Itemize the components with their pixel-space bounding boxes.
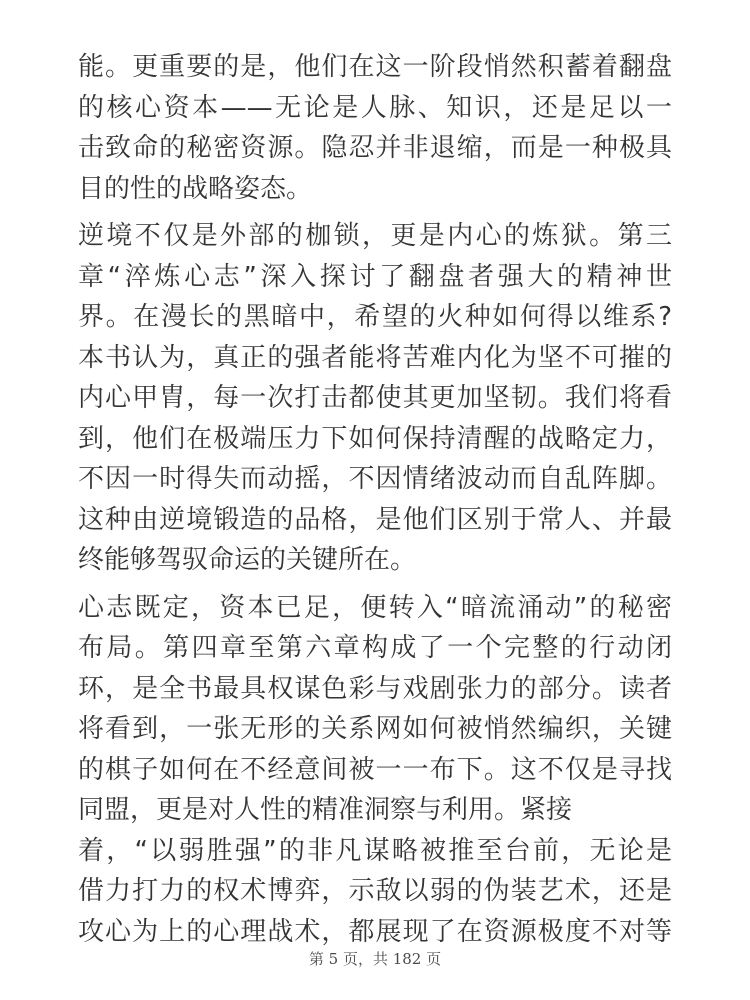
text-line: 布局。第四章至第六章构成了一个完整的行动闭 <box>78 633 672 663</box>
text-line: 环，是全书最具权谋色彩与戏剧张力的部分。读者 <box>78 673 672 704</box>
text-line: 这种由逆境锻造的品格，是他们区别于常人、并最 <box>78 504 672 535</box>
paragraph <box>78 216 672 581</box>
text-line: 着，“以弱胜强”的非凡谋略被推至台前，无论是 <box>78 835 672 866</box>
page-footer <box>0 949 750 969</box>
paragraph <box>78 588 672 953</box>
text-line: 击致命的秘密资源。隐忍并非退缩，而是一种极具 <box>78 133 672 163</box>
text-line: 的棋子如何在不经意间被一一布下。这不仅是寻找 <box>78 754 672 785</box>
page-number-text: 第 5 页，共 182 页 <box>308 950 442 968</box>
text-line: 能。更重要的是，他们在这一阶段悄然积蓄着翻盘 <box>78 52 672 82</box>
text-line: 的核心资本——无论是人脉、知识，还是足以一 <box>78 92 672 123</box>
text-line: 借力打力的权术博弈，示敌以弱的伪装艺术，还是 <box>78 876 672 906</box>
text-line: 心志既定，资本已足，便转入“暗流涌动”的秘密 <box>78 592 672 623</box>
text-line: 攻心为上的心理战术，都展现了在资源极度不对等 <box>78 916 672 947</box>
text-line: 内心甲胄，每一次打击都使其更加坚韧。我们将看 <box>78 383 672 413</box>
paragraph <box>78 47 672 209</box>
text-line: 同盟，更是对人性的精准洞察与利用。紧接 <box>78 795 573 825</box>
text-line: 终能够驾驭命运的关键所在。 <box>78 545 417 575</box>
text-line: 不因一时得失而动摇，不因情绪波动而自乱阵脚。 <box>78 464 672 494</box>
text-line: 将看到，一张无形的关系网如何被悄然编织，关键 <box>78 714 672 744</box>
text-line: 到，他们在极端压力下如何保持清醒的战略定力， <box>78 423 672 454</box>
text-line: 界。在漫长的黑暗中，希望的火种如何得以维系? <box>78 302 672 332</box>
text-line: 目的性的战略姿态。 <box>78 173 313 204</box>
text-line: 章“淬炼心志”深入探讨了翻盘者强大的精神世 <box>78 261 672 292</box>
text-line: 本书认为，真正的强者能将苦难内化为坚不可摧的 <box>78 342 672 373</box>
text-line: 逆境不仅是外部的枷锁，更是内心的炼狱。第三 <box>78 221 672 251</box>
body-text <box>78 47 672 959</box>
